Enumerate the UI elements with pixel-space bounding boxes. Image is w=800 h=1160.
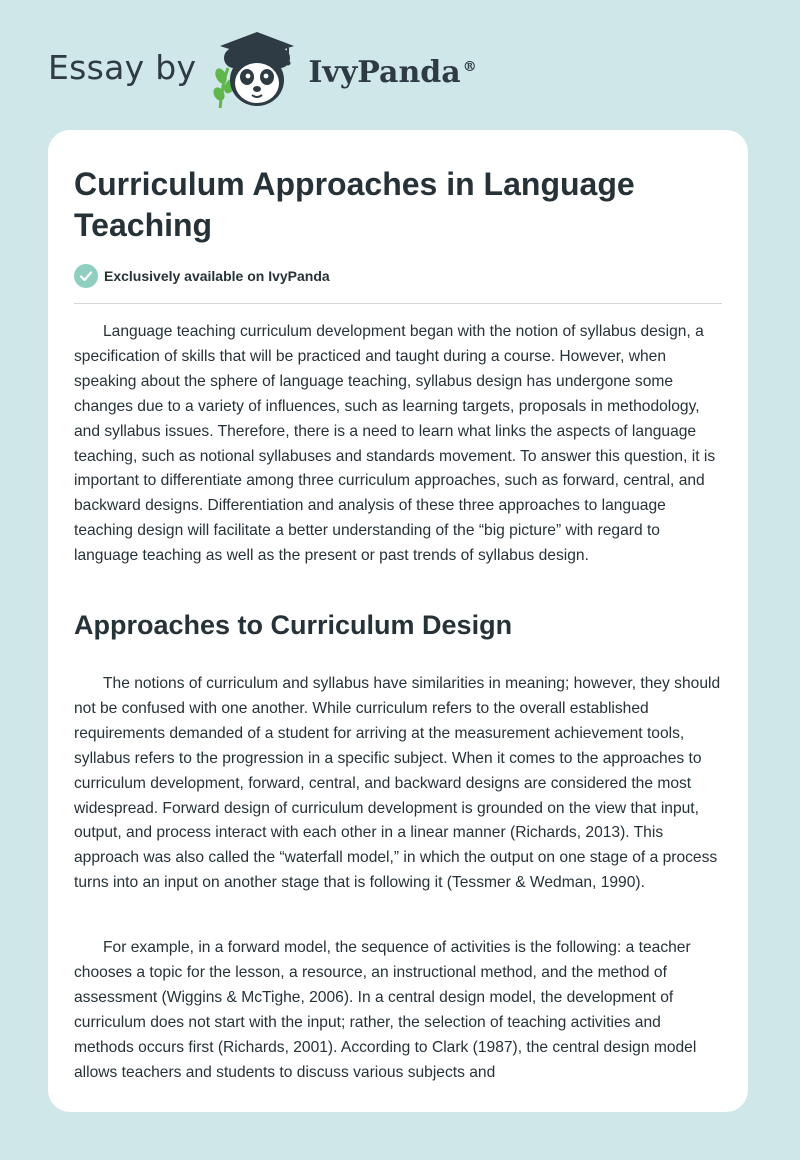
article-card	[48, 130, 748, 1112]
section-heading: Approaches to Curriculum Design	[74, 610, 513, 640]
panda-graduate-icon	[210, 30, 302, 110]
check-circle-icon	[74, 264, 98, 288]
divider	[74, 303, 722, 304]
brand-name: IvyPanda ®	[308, 54, 477, 90]
site-brand[interactable]	[48, 30, 477, 110]
intro-paragraph: Language teaching curriculum development began with the notion of syllabus design, a specification of skills that will be practiced and taught during a course. However, when speaking about the sphere of language teaching, syllabus design has undergone some changes due to a variety of influences, such as learning targets, proposals in methodology, and syllabus issues. Therefore, there is a need to learn what links the aspects of language teaching, such as notional syllabuses and standards movement. To answer this question, it is important to differentiate among three curriculum approaches, such as forward, central, and backward designs. Differentiation and analysis of these three approaches to language teaching design will facilitate a better understanding of the “big picture” with regard to language teaching as well as the present or past trends of syllabus design.	[74, 323, 716, 565]
body-paragraph: For example, in a forward model, the sequence of activities is the following: a teacher chooses a topic for the lesson, a resource, an instructional method, and the method of assessment (Wiggins & McTighe, 2006). In a central design model, the development of curriculum does not start with the input; rather, the selection of teaching activities and methods occurs first (Richards, 2001). According to Clark (1987), the central design model allows teachers and students to discuss various subjects and	[74, 939, 697, 1081]
brand-prefix: Essay by	[48, 47, 197, 87]
badge-label: Exclusively available on IvyPanda	[104, 268, 330, 284]
exclusive-badge	[74, 264, 330, 288]
article-title: Curriculum Approaches in Language Teaching	[74, 166, 635, 243]
body-paragraph: The notions of curriculum and syllabus have similarities in meaning; however, they should not be confused with one another. While curriculum refers to the overall established requirements demanded of a student for arriving at the measurement achievement tools, syllabus refers to the progression in a specific subject. When it comes to the approaches to curriculum development, forward, central, and backward designs are considered the most widespread. Forward design of curriculum development is grounded on the view that input, output, and process interact with each other in a linear manner (Richards, 2013). This approach was also called the “waterfall model,” in which the output on one stage of a process turns into an input on another stage that is following it (Tessmer & Wedman, 1990).	[74, 675, 721, 892]
